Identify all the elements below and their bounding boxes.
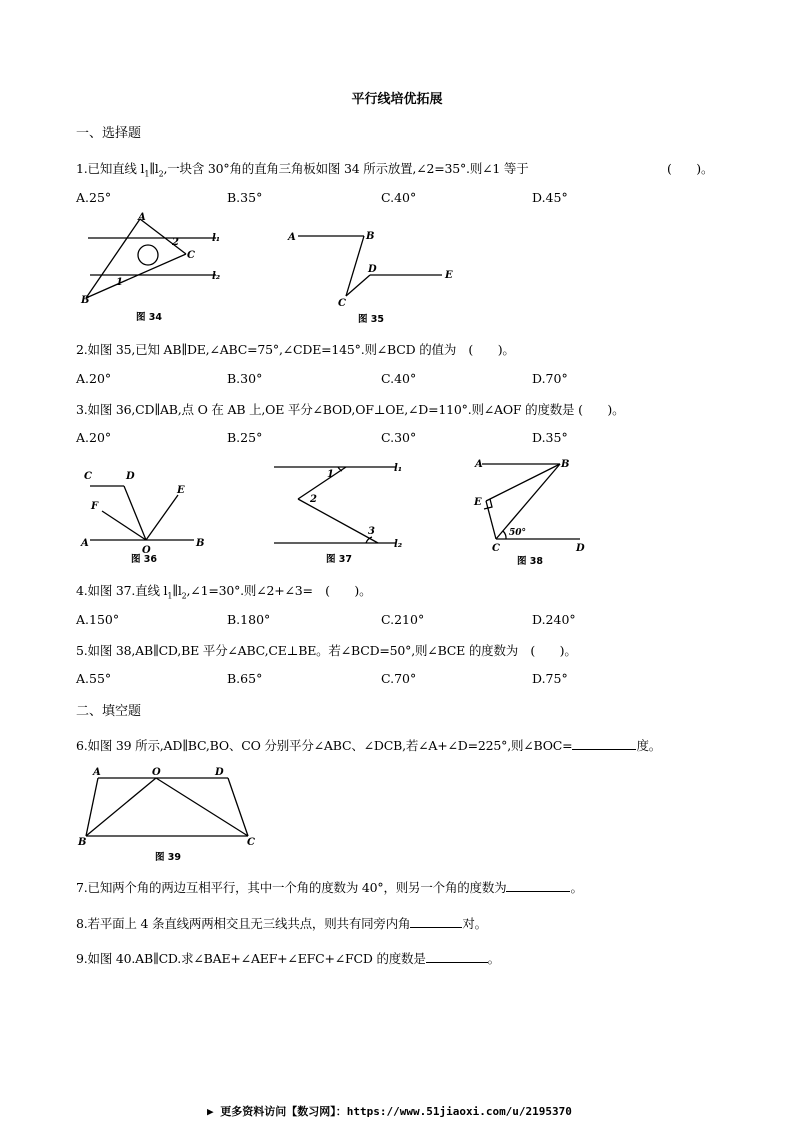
q9-answer-blank[interactable] [426, 950, 488, 963]
question-8: 8.若平面上 4 条直线两两相交且无三线共点，则共有同旁内角 对。 [76, 916, 487, 931]
section-fill-heading: 二、填空题 [76, 704, 142, 719]
section-choice-heading: 一、选择题 [76, 126, 142, 141]
fig34-angle-1: 1 [116, 277, 123, 288]
fig37-angle-1: 1 [327, 469, 334, 480]
fig39-label-d: D [215, 767, 224, 778]
q1-option-b: B.35° [227, 190, 263, 205]
q5-option-b: B.65° [227, 671, 263, 686]
fig36-label-a: A [81, 538, 89, 549]
fig35-label-b: B [366, 231, 375, 242]
fig34-label-c: C [187, 250, 195, 261]
question-9: 9.如图 40.AB∥CD.求∠BAE+∠AEF+∠EFC+∠FCD 的度数是 。 [76, 951, 500, 966]
figure-37 [274, 467, 396, 543]
fig38-angle-label: 50° [509, 528, 527, 538]
fig39-caption: 图 39 [155, 852, 182, 863]
q5-option-d: D.75° [532, 671, 568, 686]
question-6: 6.如图 39 所示,AD∥BC,BO、CO 分别平分∠ABC、∠DCB,若∠A+∠D=225°,则∠BOC= 度。 [76, 738, 662, 753]
fig36-label-d: D [126, 471, 135, 482]
fig36-label-e: E [177, 485, 185, 496]
figures-34-35 [76, 212, 496, 330]
q7-answer-blank[interactable] [506, 879, 570, 892]
fig39-label-b: B [78, 837, 87, 848]
fig37-label-l1: l₁ [394, 463, 403, 474]
q1-option-d: D.45° [532, 190, 568, 205]
fig37-angle-3: 3 [368, 526, 375, 537]
fig36-label-c: C [84, 471, 92, 482]
q3-option-c: C.30° [381, 430, 417, 445]
q5-option-a: A.55° [76, 671, 112, 686]
question-1-paren: ( )。 [667, 161, 714, 176]
footer-link[interactable]: ▶ 更多资料访问【数习网】：https://www.51jiaoxi.com/u/2195370 [207, 1105, 572, 1118]
figure-39 [76, 762, 276, 866]
q4-option-d: D.240° [532, 612, 576, 627]
fig37-angle-2: 2 [310, 494, 317, 505]
fig38-label-e: E [474, 497, 482, 508]
figure-38 [482, 464, 580, 539]
q4-option-a: A.150° [76, 612, 120, 627]
fig35-label-e: E [445, 270, 453, 281]
q1-option-a: A.25° [76, 190, 112, 205]
fig35-label-a: A [288, 232, 296, 243]
question-1: 1.已知直线 $l_1\parallel l_2$,一块含 30°角的直角三角板如图 34 所示放置,∠2=35°.则∠1 等于 [76, 161, 529, 179]
fig34-label-a: A [138, 212, 146, 223]
q2-option-a: A.20° [76, 371, 112, 386]
figure-34 [86, 219, 216, 298]
q6-answer-blank[interactable] [572, 737, 636, 750]
q4-option-b: B.180° [227, 612, 271, 627]
q5-option-c: C.70° [381, 671, 417, 686]
q3-option-a: A.20° [76, 430, 112, 445]
q3-option-b: B.25° [227, 430, 263, 445]
fig35-label-d: D [368, 264, 377, 275]
q8-answer-blank[interactable] [410, 915, 462, 928]
fig34-caption: 图 34 [136, 312, 163, 323]
question-4: 4.如图 37.直线 $l_1\parallel l_2,\angle 1=30^\circ$.则∠2+∠3= ( )。 [76, 583, 372, 601]
q1-option-c: C.40° [381, 190, 417, 205]
fig38-label-c: C [492, 543, 500, 554]
question-5: 5.如图 38,AB∥CD,BE 平分∠ABC,CE⊥BE。若∠BCD=50°,则∠BCE 的度数为 ( )。 [76, 643, 577, 658]
question-3: 3.如图 36,CD∥AB,点 O 在 AB 上,OE 平分∠BOD,OF⊥OE,∠D=110°.则∠AOF 的度数是 ( )。 [76, 402, 625, 417]
fig36-caption: 图 36 [131, 554, 158, 565]
fig38-label-d: D [576, 543, 585, 554]
fig39-label-o: O [152, 767, 161, 778]
fig37-label-l2: l₂ [394, 539, 403, 550]
q2-option-c: C.40° [381, 371, 417, 386]
fig38-label-a: A [475, 459, 483, 470]
q2-option-b: B.30° [227, 371, 263, 386]
q4-option-c: C.210° [381, 612, 425, 627]
question-7: 7.已知两个角的两边互相平行，其中一个角的度数为 40°，则另一个角的度数为 。 [76, 880, 583, 895]
fig34-label-l2: l₂ [212, 271, 221, 282]
fig39-label-c: C [247, 837, 255, 848]
fig36-label-o: O [142, 545, 151, 556]
fig39-label-a: A [93, 767, 101, 778]
q3-option-d: D.35° [532, 430, 568, 445]
fig34-angle-2: 2 [172, 237, 179, 248]
q2-option-d: D.70° [532, 371, 568, 386]
fig38-caption: 图 38 [517, 556, 544, 567]
fig37-caption: 图 37 [326, 554, 353, 565]
fig36-label-b: B [196, 538, 205, 549]
page-title: 平行线培优拓展 [351, 92, 443, 107]
fig35-caption: 图 35 [358, 314, 385, 325]
fig34-label-b: B [81, 295, 90, 306]
fig34-label-l1: l₁ [212, 233, 221, 244]
fig36-label-f: F [91, 501, 99, 512]
question-2: 2.如图 35,已知 AB∥DE,∠ABC=75°,∠CDE=145°.则∠BCD 的值为 ( )。 [76, 342, 515, 357]
fig38-label-b: B [561, 459, 570, 470]
fig35-label-c: C [338, 298, 346, 309]
figures-36-37-38 [76, 455, 596, 573]
